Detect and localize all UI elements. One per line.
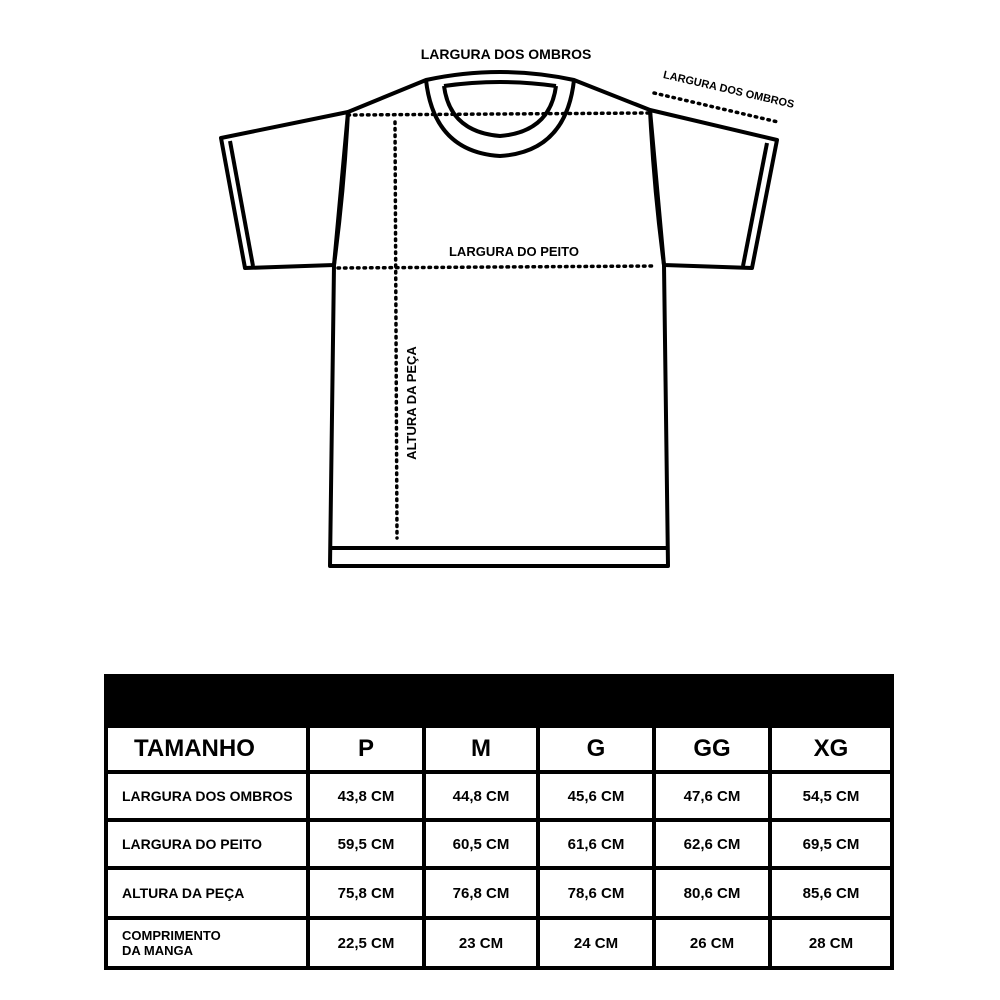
table-cell-value: 62,6 CM: [656, 822, 768, 866]
table-cell-value: 23 CM: [426, 920, 536, 966]
shoulder-measure-line: [348, 113, 648, 115]
chest-measure-line: [338, 266, 656, 268]
table-cell-value: 85,6 CM: [772, 870, 890, 916]
row-label-line: COMPRIMENTO: [122, 928, 221, 943]
table-cell-value: 75,8 CM: [310, 870, 422, 916]
table-row-label: LARGURA DO PEITO: [108, 822, 306, 866]
shoulder-top-label: LARGURA DOS OMBROS: [420, 46, 592, 62]
table-row-label: [108, 920, 306, 966]
shoulder-side-label: LARGURA DOS OMBROS: [662, 69, 796, 112]
table-title: TAMANHO: [108, 728, 306, 770]
size-header-m: M: [426, 728, 536, 770]
table-cell-value: 47,6 CM: [656, 774, 768, 818]
table-cell-value: 60,5 CM: [426, 822, 536, 866]
table-row-label: ALTURA DA PEÇA: [108, 870, 306, 916]
size-header-gg: GG: [656, 728, 768, 770]
height-label: ALTURA DA PEÇA: [404, 346, 419, 460]
table-cell-value: 45,6 CM: [540, 774, 652, 818]
size-table: [104, 674, 894, 970]
collar: [426, 80, 574, 156]
table-row-label: LARGURA DOS OMBROS: [108, 774, 306, 818]
table-cell-value: 28 CM: [772, 920, 890, 966]
table-cell-value: 24 CM: [540, 920, 652, 966]
chest-label: LARGURA DO PEITO: [448, 244, 580, 259]
table-cell-value: 43,8 CM: [310, 774, 422, 818]
height-measure-line: [395, 122, 397, 538]
size-header-p: P: [310, 728, 422, 770]
tshirt-body: [330, 72, 668, 566]
size-header-xg: XG: [772, 728, 890, 770]
table-cell-value: 76,8 CM: [426, 870, 536, 916]
table-cell-value: 78,6 CM: [540, 870, 652, 916]
row-label-line: DA MANGA: [122, 943, 194, 958]
table-cell-value: 22,5 CM: [310, 920, 422, 966]
table-cell-value: 44,8 CM: [426, 774, 536, 818]
table-cell-value: 80,6 CM: [656, 870, 768, 916]
table-cell-value: 26 CM: [656, 920, 768, 966]
table-header-band: [104, 674, 894, 724]
size-header-g: G: [540, 728, 652, 770]
table-cell-value: 61,6 CM: [540, 822, 652, 866]
table-cell-value: 69,5 CM: [772, 822, 890, 866]
table-cell-value: 59,5 CM: [310, 822, 422, 866]
table-cell-value: 54,5 CM: [772, 774, 890, 818]
